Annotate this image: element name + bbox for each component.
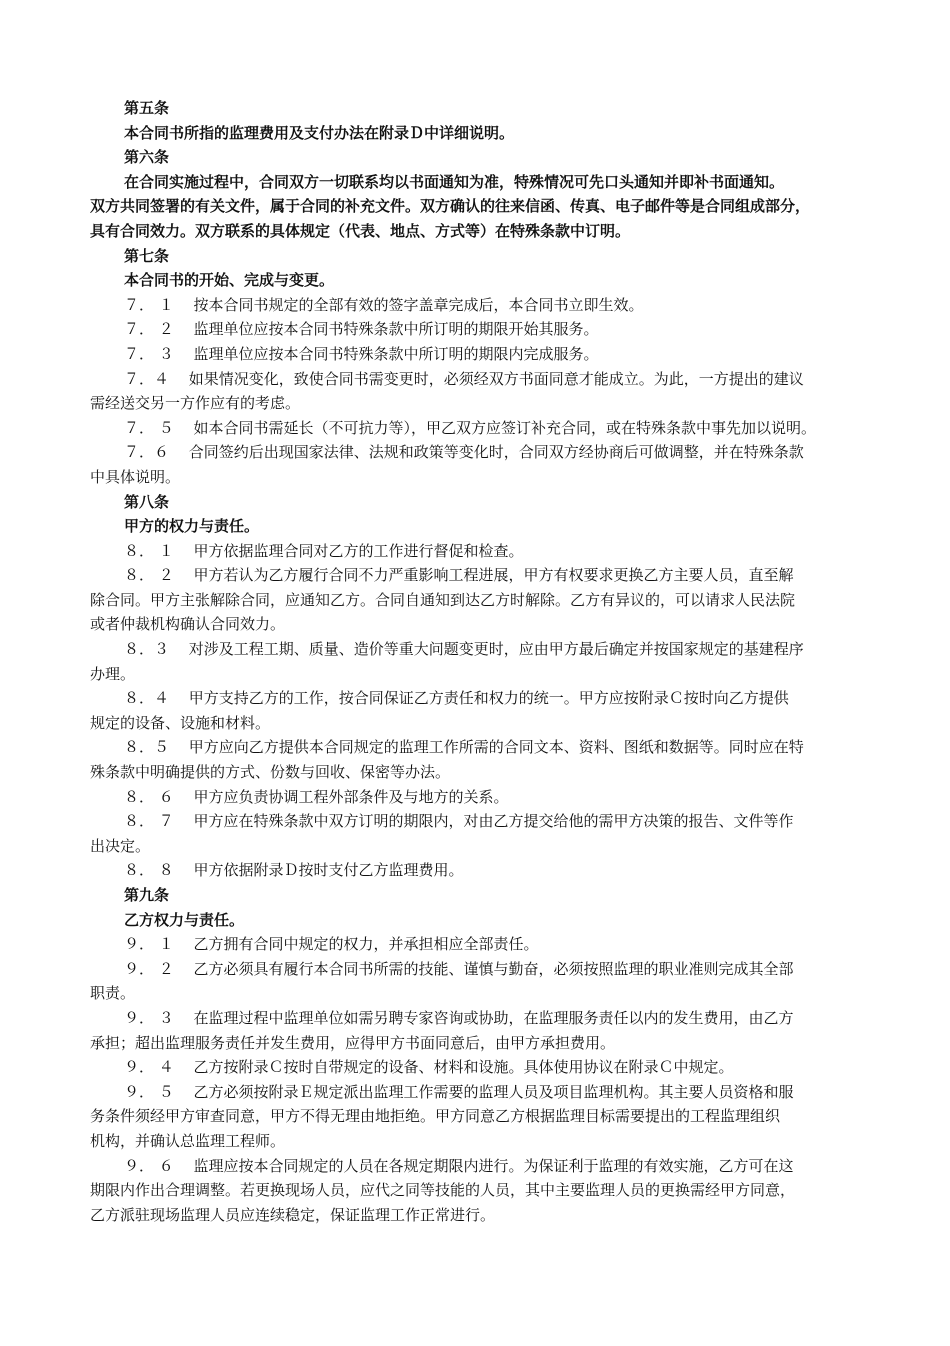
text-line: ８．４ 甲方支持乙方的工作，按合同保证乙方责任和权力的统一。甲方应按附录Ｃ按时向乙方提供 xyxy=(124,689,789,708)
text-line: ８． ８ 甲方依据附录Ｄ按时支付乙方监理费用。 xyxy=(124,861,464,880)
text-line: 机构，并确认总监理工程师。 xyxy=(90,1131,286,1150)
text-line: ９． ４ 乙方按附录Ｃ按时自带规定的设备、材料和设施。具体使用协议在附录Ｃ中规定。 xyxy=(124,1058,734,1077)
heading-line: 本合同书所指的监理费用及支付办法在附录Ｄ中详细说明。 xyxy=(124,123,515,142)
text-line: ７． ２ 监理单位应按本合同书特殊条款中所订明的期限开始其服务。 xyxy=(124,320,599,339)
text-line: ９． ３ 在监理过程中监理单位如需另聘专家咨询或协助，在监理服务责任以内的发生费用，由乙方 xyxy=(124,1008,794,1027)
text-line: 出决定。 xyxy=(90,836,151,855)
text-line: ８． ２ 甲方若认为乙方履行合同不力严重影响工程进展，甲方有权要求更换乙方主要人员，直至解 xyxy=(124,566,794,585)
text-line: 除合同。甲方主张解除合同，应通知乙方。合同自通知到达乙方时解除。乙方有异议的，可以请求人民法院 xyxy=(90,590,796,609)
text-line: ７．６ 合同签约后出现国家法律、法规和政策等变化时，合同双方经协商后可做调整，并在特殊条款 xyxy=(124,443,804,462)
heading-line: 乙方权力与责任。 xyxy=(124,910,245,929)
text-line: 或者仲裁机构确认合同效力。 xyxy=(90,615,286,634)
heading-line: 在合同实施过程中，合同双方一切联系均以书面通知为准，特殊情况可先口头通知并即补书面通知。 xyxy=(124,172,785,191)
text-line: 职责。 xyxy=(90,984,136,1003)
text-line: ７． ５ 如本合同书需延长（不可抗力等），甲乙双方应签订补充合同，或在特殊条款中事先加以说明。 xyxy=(124,418,817,437)
text-line: ７． １ 按本合同书规定的全部有效的签字盖章完成后，本合同书立即生效。 xyxy=(124,295,644,314)
text-line: ９． １ 乙方拥有合同中规定的权力，并承担相应全部责任。 xyxy=(124,935,539,954)
text-line: ９． ５ 乙方必须按附录Ｅ规定派出监理工作需要的监理人员及项目监理机构。其主要人员资格和服 xyxy=(124,1082,794,1101)
text-line: ８．３ 对涉及工程工期、质量、造价等重大问题变更时，应由甲方最后确定并按国家规定的基建程序 xyxy=(124,640,804,659)
text-line: ９． ２ 乙方必须具有履行本合同书所需的技能、谨慎与勤奋，必须按照监理的职业准则完成其全部 xyxy=(124,959,794,978)
text-line: ８．５ 甲方应向乙方提供本合同规定的监理工作所需的合同文本、资料、图纸和数据等。同时应在特 xyxy=(124,738,804,757)
text-line: 办理。 xyxy=(90,664,136,683)
text-line: ８． ７ 甲方应在特殊条款中双方订明的期限内，对由乙方提交给他的需甲方决策的报告、文件等作 xyxy=(124,812,794,831)
text-line: ８． １ 甲方依据监理合同对乙方的工作进行督促和检查。 xyxy=(124,541,524,560)
text-line: 殊条款中明确提供的方式、份数与回收、保密等办法。 xyxy=(90,763,451,782)
heading-line: 第九条 xyxy=(124,886,170,904)
heading-line: 本合同书的开始、完成与变更。 xyxy=(124,271,335,290)
document-page xyxy=(90,96,890,1227)
text-line: ９． ６ 监理应按本合同规定的人员在各规定期限内进行。为保证利于监理的有效实施，乙方可在这 xyxy=(124,1156,794,1175)
heading-line: 第五条 xyxy=(124,99,170,117)
heading-line: 第七条 xyxy=(124,246,170,265)
text-line: 期限内作出合理调整。若更换现场人员，应代之同等技能的人员，其中主要监理人员的更换需经甲方同意， xyxy=(90,1181,796,1200)
text-line: 乙方派驻现场监理人员应连续稳定，保证监理工作正常进行。 xyxy=(90,1205,496,1224)
text-line: 中具体说明。 xyxy=(90,467,181,486)
heading-line: 双方共同签署的有关文件，属于合同的补充文件。双方确认的往来信函、传真、电子邮件等是合同组成部分， xyxy=(90,197,811,216)
heading-line: 第八条 xyxy=(124,492,170,511)
heading-line: 甲方的权力与责任。 xyxy=(124,517,260,536)
heading-line: 第六条 xyxy=(124,148,170,167)
text-line: 承担；超出监理服务责任并发生费用，应得甲方书面同意后，由甲方承担费用。 xyxy=(90,1033,616,1052)
text-line: 务条件须经甲方审查同意，甲方不得无理由地拒绝。甲方同意乙方根据监理目标需要提出的工程监理组织 xyxy=(90,1107,781,1126)
text-line: 规定的设备、设施和材料。 xyxy=(90,713,271,732)
text-line: 需经送交另一方作应有的考虑。 xyxy=(90,394,301,413)
text-line: ８． ６ 甲方应负责协调工程外部条件及与地方的关系。 xyxy=(124,787,509,806)
heading-line: 具有合同效力。双方联系的具体规定（代表、地点、方式等）在特殊条款中订明。 xyxy=(90,221,631,240)
text-line: ７．４ 如果情况变化，致使合同书需变更时，必须经双方书面同意才能成立。为此，一方提出的建议 xyxy=(124,369,804,388)
text-line: ７． ３ 监理单位应按本合同书特殊条款中所订明的期限内完成服务。 xyxy=(124,344,599,363)
